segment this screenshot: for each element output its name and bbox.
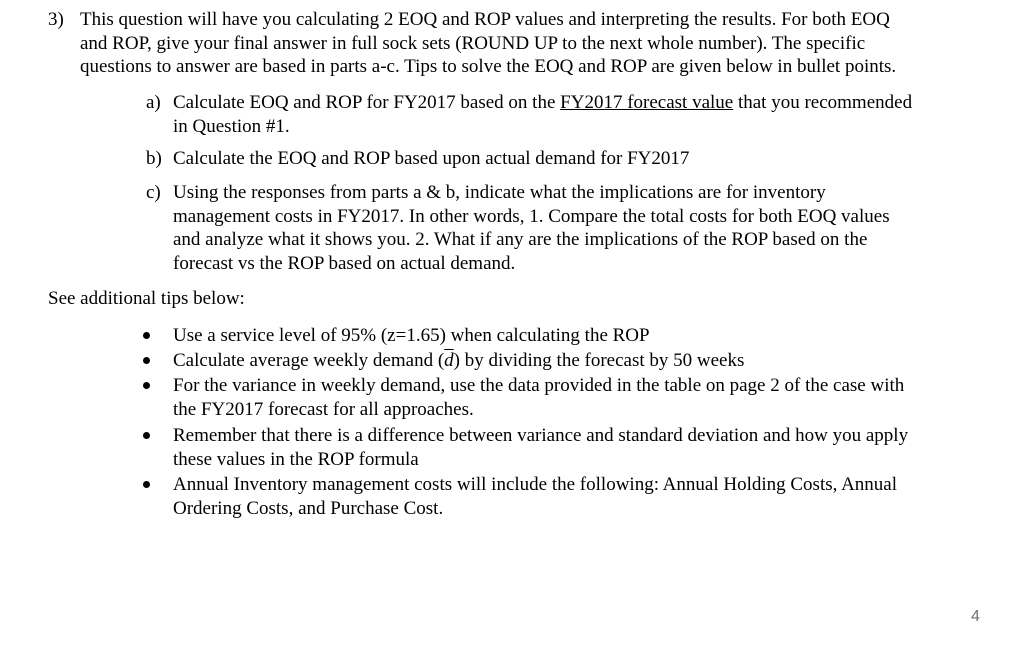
part-a-label: a) (146, 92, 161, 113)
part-b-line1: Calculate the EOQ and ROP based upon actual demand for FY2017 (173, 148, 690, 169)
bullet-icon (143, 357, 150, 364)
see-tips-heading: See additional tips below: (48, 288, 245, 309)
part-a-text-post: that you recommended (733, 92, 913, 113)
bullet-icon (143, 382, 150, 389)
part-c-line: forecast vs the ROP based on actual demand. (173, 252, 516, 274)
part-a-text (173, 91, 1003, 138)
bullet-icon (143, 332, 150, 339)
tip-text: ) by dividing the forecast by 50 weeks (453, 350, 745, 371)
tip-text: Annual Inventory management costs will include the following: Annual Holding Costs, Annual (173, 474, 898, 495)
part-c-line: management costs in FY2017. In other words, 1. Compare the total costs for both EOQ values (173, 205, 890, 227)
question-line: This question will have you calculating 2 EOQ and ROP values and interpreting the results. For both EOQ (80, 9, 890, 30)
question-line: questions to answer are based in parts a-c. Tips to solve the EOQ and ROP are given below in bullet points. (80, 56, 897, 77)
tip-text: Ordering Costs, and Purchase Cost. (173, 497, 444, 519)
tip-text: Calculate average weekly demand ( (173, 350, 445, 371)
tip-text: For the variance in weekly demand, use the data provided in the table on page 2 of the case with (173, 375, 905, 396)
bullet-icon (143, 432, 150, 439)
part-a-line2: in Question #1. (173, 115, 290, 137)
tip-text: these values in the ROP formula (173, 448, 419, 470)
forecast-value-link: FY2017 forecast value (560, 92, 734, 113)
part-c-line: and analyze what it shows you. 2. What if any are the implications of the ROP based on the (173, 229, 868, 250)
part-c-label: c) (146, 182, 161, 203)
d-bar-symbol: $\overline{d}$ (444, 350, 454, 371)
page-number: 4 (971, 608, 980, 625)
tip-text: Use a service level of 95% (z=1.65) when calculating the ROP (173, 325, 650, 346)
part-b-label: b) (146, 148, 162, 169)
part-b-text (173, 147, 1003, 171)
part-a-text-pre: Calculate EOQ and ROP for FY2017 based on the (173, 92, 561, 113)
tip-text: Remember that there is a difference between variance and standard deviation and how you apply (173, 425, 909, 446)
question-text (80, 8, 1010, 79)
part-c-text (173, 181, 1003, 275)
part-c-line: Using the responses from parts a & b, indicate what the implications are for inventory (173, 182, 826, 203)
question-number: 3) (48, 9, 64, 30)
question-line: and ROP, give your final answer in full sock sets (ROUND UP to the next whole number). The specific (80, 32, 866, 54)
bullet-icon (143, 481, 150, 488)
tip-text: the FY2017 forecast for all approaches. (173, 398, 474, 420)
